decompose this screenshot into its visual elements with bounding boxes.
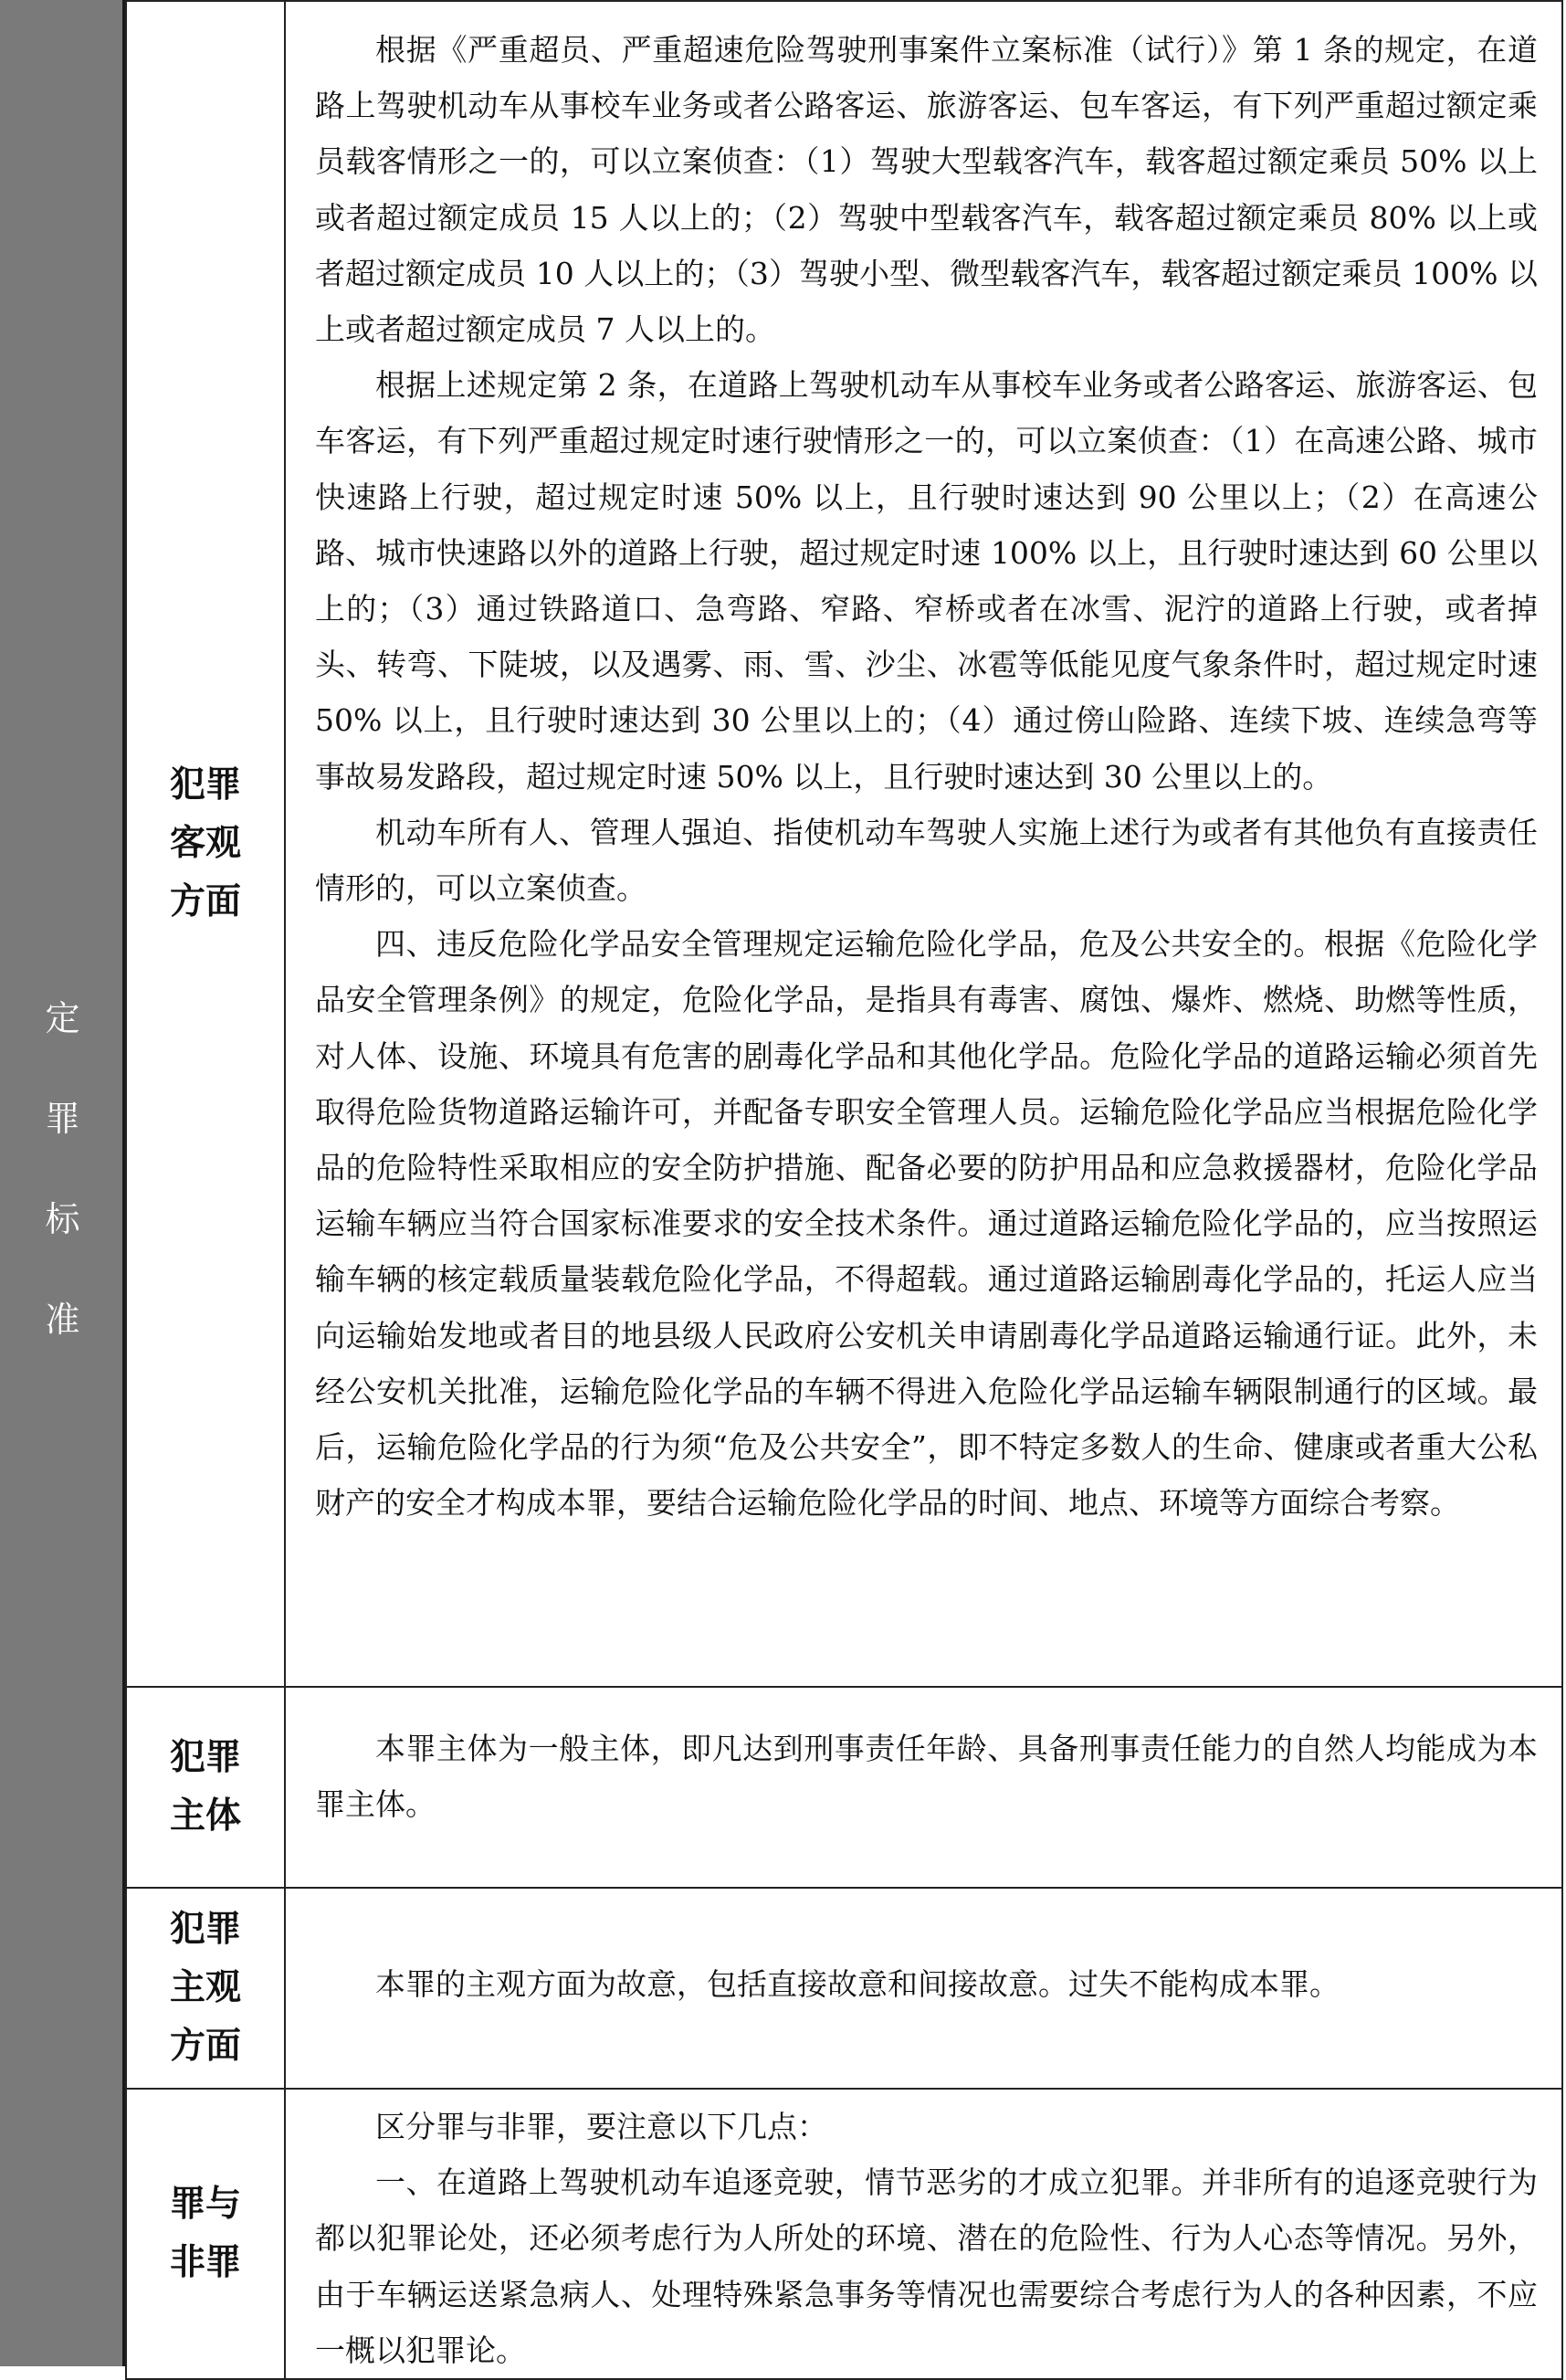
table-row-subject — [126, 1687, 1562, 1888]
paragraph: 本罪的主观方面为故意，包括直接故意和间接故意。过失不能构成本罪。 — [375, 1966, 1340, 2003]
sidebar-char: 定 — [45, 998, 80, 1038]
label-line: 客观 — [169, 823, 241, 864]
sidebar-band — [0, 0, 125, 2366]
row-label-subject — [126, 1687, 285, 1888]
label-line: 方面 — [169, 881, 241, 922]
paragraph: 根据《严重超员、严重超速危险驾驶刑事案件立案标准（试行）》第 1 条的规定，在道路上驾驶机动车从事校车业务或者公路客运、旅游客运、包车客运，有下列严重超过额定乘员载客情形之一的，可以立案侦查：（1）驾驶大型载客汽车，载客超过额定乘员 50% 以上或者超过额定成员 15 人以上的；（2）驾驶中型载客汽车，载客超过额定乘员 80% 以上或者超过额定成员 10 人以上的；（3）驾驶小型、微型载客汽车，载客超过额定乘员 100% 以上或者超过额定成员 7 人以上的。 — [315, 32, 1538, 348]
table-row-crime-vs-noncrime — [126, 2089, 1562, 2379]
paragraph: 根据上述规定第 2 条，在道路上驾驶机动车从事校车业务或者公路客运、旅游客运、包车客运，有下列严重超过规定时速行驶情形之一的，可以立案侦查：（1）在高速公路、城市快速路上行驶，超过规定时速 50% 以上，且行驶时速达到 90 公里以上；（2）在高速公路、城市快速路以外的道路上行驶，超过规定时速 100% 以上，且行驶时速达到 60 公里以上的；（3）通过铁路道口、急弯路、窄路、窄桥或者在冰雪、泥泞的道路上行驶，或者掉头、转弯、下陡坡，以及遇雾、雨、雪、沙尘、冰雹等低能见度气象条件时，超过规定时速 50% 以上，且行驶时速达到 30 公里以上的；（4）通过傍山险路、连续下坡、连续急弯等事故易发路段，超过规定时速 50% 以上，且行驶时速达到 30 公里以上的。 — [315, 367, 1538, 795]
label-line: 主观 — [169, 1967, 241, 2008]
sidebar-title — [0, 968, 125, 1370]
table-row-objective — [126, 1, 1562, 1687]
table-row-subjective — [126, 1888, 1562, 2089]
row-content-crime-vs-noncrime — [285, 2089, 1562, 2379]
paragraph: 本罪主体为一般主体，即凡达到刑事责任年龄、具备刑事责任能力的自然人均能成为本罪主体。 — [315, 1731, 1538, 1823]
label-line: 非罪 — [169, 2242, 241, 2283]
row-content-objective — [285, 1, 1562, 1687]
paragraph: 一、在道路上驾驶机动车追逐竞驶，情节恶劣的才成立犯罪。并非所有的追逐竞驶行为都以犯罪论处，还必须考虑行为人所处的环境、潜在的危险性、行为人心态等情况。另外，由于车辆运送紧急病人、处理特殊紧急事务等情况也需要综合考虑行为人的各种因素，不应一概以犯罪论。 — [315, 2164, 1538, 2368]
sidebar-char: 准 — [45, 1300, 80, 1340]
sidebar-char: 罪 — [45, 1099, 80, 1139]
label-line: 犯罪 — [169, 1909, 241, 1950]
criteria-table — [125, 0, 1563, 2380]
sidebar-char: 标 — [45, 1199, 80, 1239]
row-content-subject — [285, 1687, 1562, 1888]
row-label-subjective — [126, 1888, 285, 2089]
label-line: 主体 — [169, 1796, 241, 1837]
label-line: 犯罪 — [169, 1737, 241, 1778]
label-line: 方面 — [169, 2026, 241, 2067]
paragraph: 机动车所有人、管理人强迫、指使机动车驾驶人实施上述行为或者有其他负有直接责任情形的，可以立案侦查。 — [315, 814, 1538, 907]
label-line: 罪与 — [169, 2184, 241, 2225]
label-line: 犯罪 — [169, 764, 241, 806]
row-label-crime-vs-noncrime — [126, 2089, 285, 2379]
row-content-subjective — [285, 1888, 1562, 2089]
paragraph: 区分罪与非罪，要注意以下几点： — [375, 2109, 827, 2144]
row-label-objective — [126, 1, 285, 1687]
paragraph: 四、违反危险化学品安全管理规定运输危险化学品，危及公共安全的。根据《危险化学品安全管理条例》的规定，危险化学品，是指具有毒害、腐蚀、爆炸、燃烧、助燃等性质，对人体、设施、环境具有危害的剧毒化学品和其他化学品。危险化学品的道路运输必须首先取得危险货物道路运输许可，并配备专职安全管理人员。运输危险化学品应当根据危险化学品的危险特性采取相应的安全防护措施、配备必要的防护用品和应急救援器材，危险化学品运输车辆应当符合国家标准要求的安全技术条件。通过道路运输危险化学品的，应当按照运输车辆的核定载质量装载危险化学品，不得超载。通过道路运输剧毒化学品的，托运人应当向运输始发地或者目的地县级人民政府公安机关申请剧毒化学品道路运输通行证。此外，未经公安机关批准，运输危险化学品的车辆不得进入危险化学品运输车辆限制通行的区域。最后，运输危险化学品的行为须“危及公共安全”，即不特定多数人的生命、健康或者重大公私财产的安全才构成本罪，要结合运输危险化学品的时间、地点、环境等方面综合考察。 — [315, 926, 1538, 1522]
